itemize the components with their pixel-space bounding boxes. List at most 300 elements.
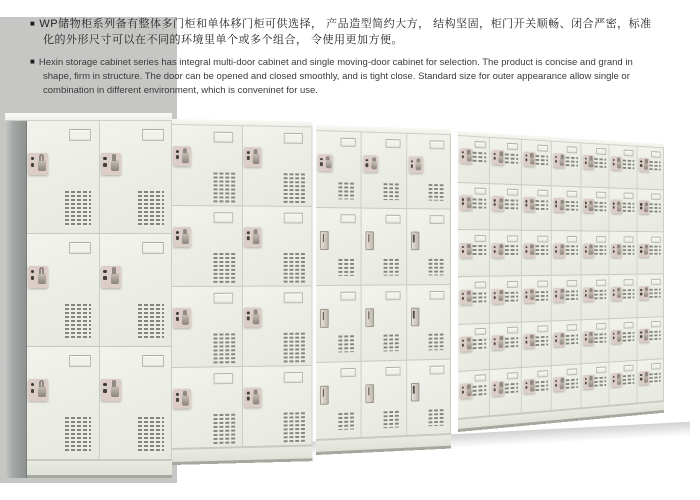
padlock-body-icon — [617, 204, 621, 211]
padlock-body-icon — [111, 273, 119, 284]
locker-door — [243, 126, 313, 207]
card-label-holder — [430, 291, 445, 300]
vent-grille — [594, 376, 606, 388]
keyhole-icon — [246, 237, 249, 241]
padlock-lock-icon — [523, 288, 535, 303]
keyhole-icon — [555, 294, 557, 297]
handle-lock-icon — [366, 384, 375, 403]
handle-lock-icon — [366, 308, 375, 327]
card-label-holder — [69, 355, 91, 367]
keyhole-icon — [246, 231, 249, 234]
keyhole-icon — [246, 311, 249, 314]
keyhole-icon — [640, 207, 642, 210]
keyhole-icon — [103, 157, 106, 160]
vent-grille — [622, 332, 633, 344]
vent-grille — [384, 183, 401, 200]
padlock-body-icon — [644, 290, 648, 297]
vent-grille — [473, 338, 486, 351]
keyhole-icon — [462, 297, 464, 300]
padlock-lock-icon — [492, 381, 504, 397]
cabinet-side-panel — [5, 121, 27, 478]
padlock-body-icon — [38, 273, 46, 284]
intro-text-zh: WP储物柜系列备有整体多门柜和单体移门柜可供选择， 产品造型简约大方， 结构坚固，柜门开关顺畅、闭合严密，标准化的外形尺寸可以在不同的环境里单个或多个组合， 令使用更加方便。 — [39, 18, 652, 46]
card-label-holder — [567, 368, 577, 375]
locker-door — [490, 231, 521, 277]
locker-door — [637, 275, 664, 318]
bullet-square-icon: ■ — [30, 19, 36, 28]
padlock-body-icon — [560, 203, 565, 210]
padlock-lock-icon — [523, 197, 535, 212]
keyhole-icon — [555, 335, 557, 337]
handle-lock-icon — [320, 231, 329, 250]
keyhole-icon — [525, 246, 527, 248]
card-label-holder — [430, 216, 445, 225]
locker-door — [458, 136, 490, 184]
keyhole-icon — [462, 250, 464, 253]
keyhole-icon — [246, 156, 249, 160]
card-label-holder — [537, 235, 548, 242]
padlock-lock-icon — [583, 243, 594, 257]
card-label-holder — [506, 235, 517, 242]
keyhole-icon — [613, 380, 615, 383]
keyhole-icon — [462, 344, 464, 347]
padlock-body-icon — [416, 162, 422, 171]
padlock-lock-icon — [639, 328, 649, 342]
vent-grille — [384, 259, 401, 276]
padlock-lock-icon — [460, 336, 473, 352]
locker-door — [522, 140, 552, 187]
locker-door — [490, 322, 521, 370]
padlock-lock-icon — [173, 146, 191, 166]
vent-grille — [213, 414, 235, 444]
padlock-body-icon — [466, 294, 471, 302]
keyhole-icon — [462, 391, 464, 394]
padlock-lock-icon — [460, 148, 473, 164]
card-label-holder — [651, 236, 661, 242]
padlock-lock-icon — [583, 375, 594, 390]
vent-grille — [473, 199, 486, 211]
card-label-holder — [340, 138, 355, 147]
keyhole-icon — [585, 382, 587, 385]
vent-grille — [650, 246, 661, 257]
padlock-lock-icon — [244, 227, 262, 247]
padlock-body-icon — [530, 248, 535, 256]
keyhole-icon — [175, 393, 178, 396]
padlock-body-icon — [466, 153, 471, 161]
keyhole-icon — [585, 162, 587, 165]
card-label-holder — [142, 129, 164, 141]
bullet-square-icon: ■ — [30, 57, 35, 66]
keyhole-icon — [103, 270, 106, 273]
vent-grille — [473, 245, 486, 257]
keyhole-icon — [555, 291, 557, 293]
padlock-body-icon — [499, 247, 504, 255]
card-label-holder — [651, 194, 661, 201]
keyhole-icon — [640, 292, 642, 295]
padlock-lock-icon — [244, 387, 262, 407]
keyhole-icon — [640, 378, 642, 381]
vent-grille — [138, 304, 164, 340]
card-label-holder — [624, 279, 634, 286]
card-label-holder — [596, 192, 606, 199]
vent-grille — [536, 155, 549, 167]
vent-grille — [566, 334, 578, 346]
cabinet-base — [5, 460, 172, 478]
keyhole-icon — [175, 236, 178, 240]
keyhole-icon — [525, 337, 527, 339]
locker-door — [637, 359, 664, 403]
vent-grille — [505, 383, 518, 396]
keyhole-icon — [494, 388, 496, 391]
padlock-lock-icon — [318, 154, 333, 171]
locker-door — [458, 230, 490, 277]
card-label-holder — [596, 279, 606, 286]
locker-door — [27, 347, 100, 460]
handle-lock-icon — [411, 307, 419, 326]
keyhole-icon — [640, 374, 642, 376]
card-label-holder — [69, 129, 91, 141]
locker-door — [458, 277, 490, 325]
padlock-body-icon — [182, 395, 189, 406]
padlock-lock-icon — [28, 379, 48, 401]
padlock-lock-icon — [554, 332, 565, 347]
padlock-lock-icon — [639, 158, 649, 172]
card-label-holder — [284, 133, 303, 144]
padlock-body-icon — [499, 201, 504, 209]
card-label-holder — [567, 236, 577, 243]
keyhole-icon — [525, 386, 527, 389]
card-label-holder — [385, 367, 400, 376]
keyhole-icon — [613, 159, 615, 161]
keyhole-icon — [31, 389, 34, 393]
keyhole-icon — [555, 160, 557, 163]
keyhole-icon — [613, 163, 615, 166]
keyhole-icon — [494, 342, 496, 345]
padlock-lock-icon — [611, 330, 622, 344]
padlock-body-icon — [617, 377, 621, 384]
padlock-lock-icon — [28, 153, 48, 175]
vent-grille — [650, 204, 661, 215]
keyhole-icon — [613, 376, 615, 378]
padlock-body-icon — [182, 233, 189, 243]
keyhole-icon — [525, 250, 527, 253]
keyhole-icon — [555, 156, 557, 158]
locker-cabinet-3 — [316, 125, 451, 455]
card-label-holder — [624, 236, 634, 242]
vent-grille — [536, 336, 549, 348]
locker-door — [522, 321, 552, 368]
keyhole-icon — [462, 155, 464, 158]
locker-door — [27, 121, 100, 234]
card-label-holder — [506, 143, 517, 150]
keyhole-icon — [462, 293, 464, 295]
card-label-holder — [475, 235, 487, 242]
locker-door — [610, 275, 638, 319]
card-label-holder — [506, 281, 517, 288]
keyhole-icon — [462, 340, 464, 342]
padlock-lock-icon — [492, 335, 504, 350]
padlock-body-icon — [589, 292, 593, 299]
keyhole-icon — [31, 270, 34, 273]
vent-grille — [594, 158, 606, 170]
padlock-lock-icon — [639, 201, 649, 215]
padlock-lock-icon — [611, 373, 622, 388]
keyhole-icon — [494, 292, 496, 294]
vent-grille — [566, 290, 578, 302]
keyhole-icon — [525, 291, 527, 293]
padlock-body-icon — [38, 386, 46, 397]
vent-grille — [213, 172, 235, 202]
locker-door — [27, 234, 100, 347]
locker-door — [316, 362, 362, 440]
vent-grille — [284, 173, 305, 203]
card-label-holder — [567, 147, 577, 154]
vent-grille — [594, 333, 606, 345]
padlock-lock-icon — [611, 243, 622, 257]
card-label-holder — [69, 242, 91, 254]
keyhole-icon — [494, 199, 496, 201]
padlock-body-icon — [466, 200, 471, 208]
padlock-lock-icon — [492, 243, 504, 258]
vent-grille — [65, 417, 91, 453]
padlock-lock-icon — [28, 266, 48, 288]
padlock-lock-icon — [583, 287, 594, 301]
vent-grille — [650, 330, 661, 341]
keyhole-icon — [585, 290, 587, 292]
keyhole-icon — [613, 250, 615, 253]
keyhole-icon — [31, 163, 34, 167]
vent-grille — [505, 246, 518, 258]
padlock-lock-icon — [639, 243, 649, 257]
padlock-lock-icon — [101, 153, 121, 175]
padlock-body-icon — [499, 294, 504, 302]
keyhole-icon — [175, 312, 178, 315]
locker-door — [610, 318, 638, 362]
locker-door — [407, 209, 451, 285]
locker-door — [637, 147, 664, 191]
padlock-lock-icon — [492, 196, 504, 211]
vent-grille — [428, 409, 445, 426]
card-label-holder — [475, 374, 487, 382]
locker-door — [490, 277, 521, 324]
vent-grille — [650, 373, 661, 385]
keyhole-icon — [175, 398, 178, 402]
locker-door — [458, 323, 490, 371]
vent-grille — [505, 200, 518, 212]
keyhole-icon — [411, 160, 413, 162]
keyhole-icon — [366, 163, 368, 166]
card-label-holder — [651, 151, 661, 158]
locker-door — [316, 208, 362, 285]
vent-grille — [622, 375, 633, 387]
locker-door — [522, 276, 552, 322]
keyhole-icon — [246, 151, 249, 154]
card-label-holder — [596, 366, 606, 373]
keyhole-icon — [103, 276, 106, 280]
locker-door — [552, 276, 581, 321]
padlock-lock-icon — [101, 266, 121, 288]
card-label-holder — [567, 324, 577, 331]
keyhole-icon — [462, 199, 464, 201]
locker-door — [552, 186, 581, 231]
keyhole-icon — [103, 383, 106, 386]
keyhole-icon — [555, 380, 557, 382]
keyhole-icon — [555, 339, 557, 342]
vent-grille — [566, 157, 578, 169]
locker-door — [407, 134, 451, 210]
keyhole-icon — [525, 159, 527, 162]
locker-door — [243, 286, 313, 367]
keyhole-icon — [640, 164, 642, 167]
keyhole-icon — [585, 250, 587, 253]
padlock-body-icon — [644, 375, 648, 382]
padlock-body-icon — [560, 248, 565, 255]
card-label-holder — [284, 372, 303, 383]
intro-text-en: Hexin storage cabinet series has integral multi-door cabinet and single moving-door cabinet for selection. The product is concise and grand in shape, firm in structure. The door can be opened and closed smoothly, and is tight close. Standard size for outer appearance allow single or combination in different environment, which is conveninet for use. — [38, 57, 633, 96]
locker-door — [522, 231, 552, 277]
padlock-lock-icon — [460, 195, 473, 210]
padlock-body-icon — [466, 341, 471, 349]
padlock-lock-icon — [554, 377, 565, 392]
vent-grille — [213, 333, 235, 363]
keyhole-icon — [640, 289, 642, 291]
locker-door — [581, 275, 609, 320]
keyhole-icon — [494, 338, 496, 340]
vent-grille — [536, 291, 549, 303]
locker-door — [552, 142, 581, 188]
padlock-lock-icon — [554, 243, 565, 257]
padlock-lock-icon — [409, 156, 423, 173]
keyhole-icon — [585, 378, 587, 380]
padlock-body-icon — [253, 394, 260, 404]
padlock-lock-icon — [523, 333, 535, 348]
padlock-lock-icon — [611, 156, 622, 170]
padlock-body-icon — [560, 292, 565, 299]
padlock-lock-icon — [611, 200, 622, 214]
vent-grille — [428, 184, 445, 201]
vent-grille — [594, 246, 606, 257]
keyhole-icon — [31, 383, 34, 386]
keyhole-icon — [525, 155, 527, 157]
keyhole-icon — [613, 203, 615, 205]
padlock-body-icon — [38, 160, 46, 171]
padlock-lock-icon — [101, 379, 121, 401]
card-label-holder — [537, 190, 548, 197]
card-label-holder — [651, 321, 661, 328]
locker-door — [316, 285, 362, 363]
vent-grille — [339, 259, 356, 276]
padlock-lock-icon — [554, 198, 565, 212]
card-label-holder — [284, 212, 303, 223]
keyhole-icon — [494, 250, 496, 253]
padlock-lock-icon — [173, 389, 191, 409]
locker-door — [637, 189, 664, 232]
card-label-holder — [624, 365, 634, 372]
card-label-holder — [537, 325, 548, 332]
card-label-holder — [624, 193, 634, 200]
padlock-lock-icon — [554, 153, 565, 168]
padlock-lock-icon — [583, 331, 594, 346]
card-label-holder — [214, 212, 234, 223]
locker-door — [552, 231, 581, 276]
card-label-holder — [340, 215, 355, 224]
vent-grille — [536, 381, 549, 393]
padlock-body-icon — [644, 163, 648, 170]
handle-lock-icon — [320, 309, 329, 328]
locker-door — [637, 232, 664, 275]
card-label-holder — [537, 280, 548, 287]
vent-grille — [536, 200, 549, 212]
keyhole-icon — [525, 200, 527, 202]
keyhole-icon — [525, 341, 527, 344]
card-label-holder — [142, 242, 164, 254]
keyhole-icon — [246, 397, 249, 401]
vent-grille — [339, 412, 356, 430]
card-label-holder — [214, 373, 234, 384]
keyhole-icon — [613, 206, 615, 209]
card-label-holder — [214, 292, 234, 303]
keyhole-icon — [613, 246, 615, 248]
keyhole-icon — [640, 335, 642, 338]
padlock-lock-icon — [364, 155, 378, 172]
keyhole-icon — [494, 384, 496, 386]
keyhole-icon — [585, 334, 587, 336]
padlock-body-icon — [530, 383, 535, 391]
keyhole-icon — [585, 246, 587, 248]
padlock-body-icon — [111, 386, 119, 397]
vent-grille — [384, 410, 401, 427]
locker-door — [610, 361, 638, 406]
card-label-holder — [567, 280, 577, 287]
card-label-holder — [214, 131, 234, 142]
keyhole-icon — [462, 246, 464, 248]
locker-door — [243, 366, 313, 447]
handle-lock-icon — [320, 386, 329, 405]
padlock-lock-icon — [639, 371, 649, 385]
card-label-holder — [624, 322, 634, 329]
intro-text-block — [30, 16, 662, 98]
keyhole-icon — [585, 294, 587, 297]
keyhole-icon — [175, 317, 178, 321]
padlock-body-icon — [589, 335, 593, 342]
padlock-lock-icon — [173, 227, 191, 247]
keyhole-icon — [494, 296, 496, 299]
locker-door — [610, 232, 638, 275]
padlock-body-icon — [466, 247, 471, 255]
padlock-body-icon — [530, 202, 535, 210]
keyhole-icon — [320, 162, 322, 165]
locker-door — [581, 319, 609, 364]
padlock-lock-icon — [523, 379, 535, 394]
vent-grille — [339, 336, 356, 353]
keyhole-icon — [494, 203, 496, 206]
card-label-holder — [506, 189, 517, 196]
padlock-body-icon — [589, 248, 593, 255]
padlock-body-icon — [560, 337, 565, 345]
keyhole-icon — [31, 276, 34, 280]
locker-door — [552, 364, 581, 411]
handle-lock-icon — [411, 383, 419, 402]
padlock-body-icon — [560, 158, 565, 166]
padlock-body-icon — [617, 161, 621, 168]
vent-grille — [566, 378, 578, 390]
padlock-body-icon — [617, 291, 621, 298]
locker-door — [172, 206, 243, 287]
vent-grille — [650, 288, 661, 299]
keyhole-icon — [613, 333, 615, 335]
padlock-body-icon — [466, 388, 471, 396]
keyhole-icon — [640, 203, 642, 205]
